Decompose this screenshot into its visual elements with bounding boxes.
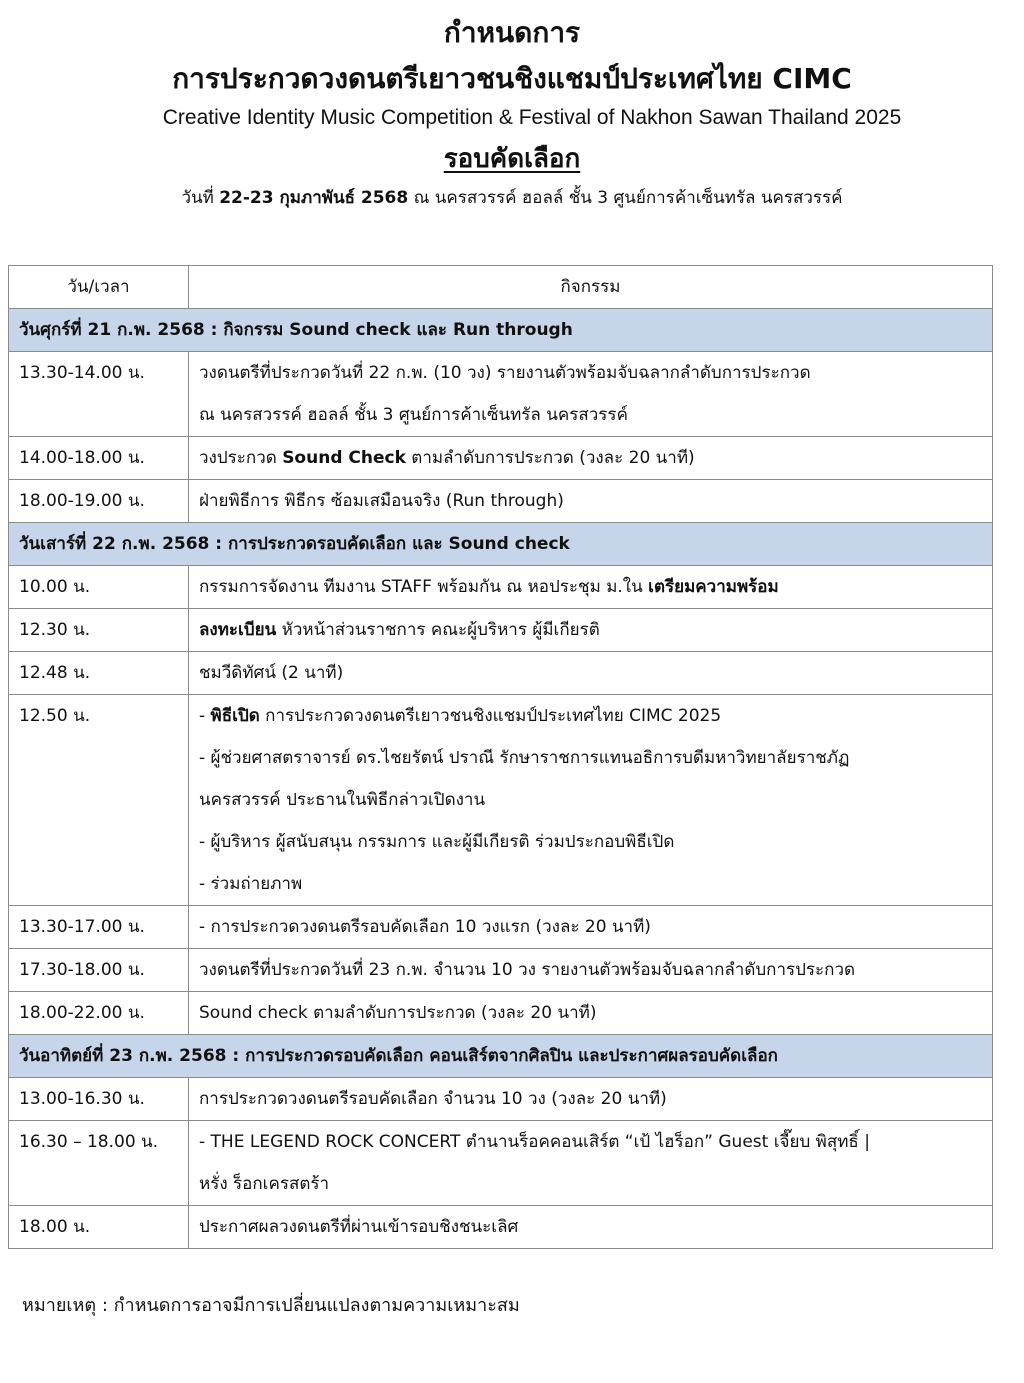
table-row	[9, 1078, 993, 1121]
table-row	[9, 480, 993, 523]
row-time: 13.30-14.00 น.	[9, 352, 189, 437]
row-activity	[189, 352, 993, 437]
activity-line: ณ นครสวรรค์ ฮอลล์ ชั้น 3 ศูนย์การค้าเซ็นทรัล นครสวรรค์	[199, 405, 628, 425]
section-title: วันเสาร์ที่ 22 ก.พ. 2568 : การประกวดรอบคัดเลือก และ Sound check	[9, 523, 993, 566]
schedule-table	[8, 265, 993, 1249]
activity-line: - ผู้ช่วยศาสตราจารย์ ดร.ไชยรัตน์ ปราณี รักษาราชการแทนอธิการบดีมหาวิทยาลัยราชภัฏ	[199, 748, 850, 768]
table-row	[9, 652, 993, 695]
row-activity	[189, 1121, 993, 1206]
table-row	[9, 1121, 993, 1206]
row-time: 10.00 น.	[9, 566, 189, 609]
table-row	[9, 437, 993, 480]
row-activity	[189, 437, 993, 480]
activity-bold: Sound Check	[282, 448, 406, 468]
row-time: 18.00 น.	[9, 1206, 189, 1249]
event-title-english: Creative Identity Music Competition & Festival of Nakhon Sawan Thailand 2025	[162, 106, 902, 129]
row-time: 12.30 น.	[9, 609, 189, 652]
row-time: 14.00-18.00 น.	[9, 437, 189, 480]
date-prefix: วันที่	[181, 188, 220, 208]
row-time: 12.50 น.	[9, 695, 189, 906]
row-activity: ฝ่ายพิธีการ พิธีกร ซ้อมเสมือนจริง (Run through)	[189, 480, 993, 523]
table-header-row	[9, 266, 993, 309]
event-date: 22-23 กุมภาพันธ์ 2568	[219, 188, 409, 208]
table-row	[9, 566, 993, 609]
section-row-saturday	[9, 523, 993, 566]
venue: ณ นครสวรรค์ ฮอลล์ ชั้น 3 ศูนย์การค้าเซ็นทรัล นครสวรรค์	[408, 188, 843, 208]
event-date-venue	[0, 184, 1024, 212]
activity-line: - ผู้บริหาร ผู้สนับสนุน กรรมการ และผู้มีเกียรติ ร่วมประกอบพิธีเปิด	[199, 832, 675, 852]
activity-line: วงดนตรีที่ประกวดวันที่ 22 ก.พ. (10 วง) รายงานตัวพร้อมจับฉลากลำดับการประกวด	[199, 363, 811, 383]
table-row	[9, 906, 993, 949]
row-time: 16.30 – 18.00 น.	[9, 1121, 189, 1206]
row-activity: การประกวดวงดนตรีรอบคัดเลือก จำนวน 10 วง (วงละ 20 นาที)	[189, 1078, 993, 1121]
table-row	[9, 609, 993, 652]
row-time: 13.30-17.00 น.	[9, 906, 189, 949]
activity-pre: วงประกวด	[199, 448, 283, 468]
header-activity: กิจกรรม	[189, 266, 993, 309]
activity-post: การประกวดวงดนตรีเยาวชนชิงแชมป์ประเทศไทย CIMC 2025	[259, 706, 722, 726]
activity-line: หรั่ง ร็อกเครสตร้า	[199, 1174, 330, 1194]
activity-line: นครสวรรค์ ประธานในพิธีกล่าวเปิดงาน	[199, 790, 486, 810]
section-row-sunday	[9, 1035, 993, 1078]
activity-pre: กรรมการจัดงาน ทีมงาน STAFF พร้อมกัน ณ หอประชุม ม.ใน	[199, 577, 649, 597]
row-activity: ประกาศผลวงดนตรีที่ผ่านเข้ารอบชิงชนะเลิศ	[189, 1206, 993, 1249]
activity-line: - ร่วมถ่ายภาพ	[199, 874, 303, 894]
table-row	[9, 695, 993, 906]
table-row	[9, 1206, 993, 1249]
header-time: วัน/เวลา	[9, 266, 189, 309]
section-row-friday	[9, 309, 993, 352]
row-activity	[189, 695, 993, 906]
activity-pre: -	[199, 706, 211, 726]
round-title	[0, 142, 1024, 176]
row-activity: - การประกวดวงดนตรีรอบคัดเลือก 10 วงแรก (วงละ 20 นาที)	[189, 906, 993, 949]
row-activity	[189, 609, 993, 652]
section-title: วันอาทิตย์ที่ 23 ก.พ. 2568 : การประกวดรอบคัดเลือก คอนเสิร์ตจากศิลปิน และประกาศผลรอบคัดเลือก	[9, 1035, 993, 1078]
row-time: 13.00-16.30 น.	[9, 1078, 189, 1121]
row-activity: Sound check ตามลำดับการประกวด (วงละ 20 นาที)	[189, 992, 993, 1035]
doc-title: กำหนดการ	[443, 16, 581, 49]
row-activity: วงดนตรีที่ประกวดวันที่ 23 ก.พ. จำนวน 10 วง รายงานตัวพร้อมจับฉลากลำดับการประกวด	[189, 949, 993, 992]
event-title-thai: การประกวดวงดนตรีเยาวชนชิงแชมป์ประเทศไทย CIMC	[172, 62, 852, 95]
table-row	[9, 949, 993, 992]
activity-bold: พิธีเปิด	[210, 706, 260, 726]
round-title-text: รอบคัดเลือก	[443, 144, 581, 174]
row-time: 18.00-22.00 น.	[9, 992, 189, 1035]
section-title: วันศุกร์ที่ 21 ก.พ. 2568 : กิจกรรม Sound check และ Run through	[9, 309, 993, 352]
row-time: 12.48 น.	[9, 652, 189, 695]
activity-post: ตามลำดับการประกวด (วงละ 20 นาที)	[405, 448, 695, 468]
activity-line-opening	[199, 695, 992, 737]
activity-post: หัวหน้าส่วนราชการ คณะผู้บริหาร ผู้มีเกียรติ	[276, 620, 600, 640]
activity-bold: ลงทะเบียน	[199, 620, 277, 640]
footnote: หมายเหตุ : กำหนดการอาจมีการเปลี่ยนแปลงตามความเหมาะสม	[22, 1295, 520, 1316]
row-time: 18.00-19.00 น.	[9, 480, 189, 523]
table-row	[9, 992, 993, 1035]
row-activity	[189, 566, 993, 609]
table-row	[9, 352, 993, 437]
activity-bold: เตรียมความพร้อม	[648, 577, 779, 597]
row-activity: ชมวีดิทัศน์ (2 นาที)	[189, 652, 993, 695]
activity-line: - THE LEGEND ROCK CONCERT ตำนานร็อคคอนเสิร์ต “เป้ ไฮร็อก” Guest เจี๊ยบ พิสุทธิ์ |	[199, 1132, 870, 1152]
row-time: 17.30-18.00 น.	[9, 949, 189, 992]
